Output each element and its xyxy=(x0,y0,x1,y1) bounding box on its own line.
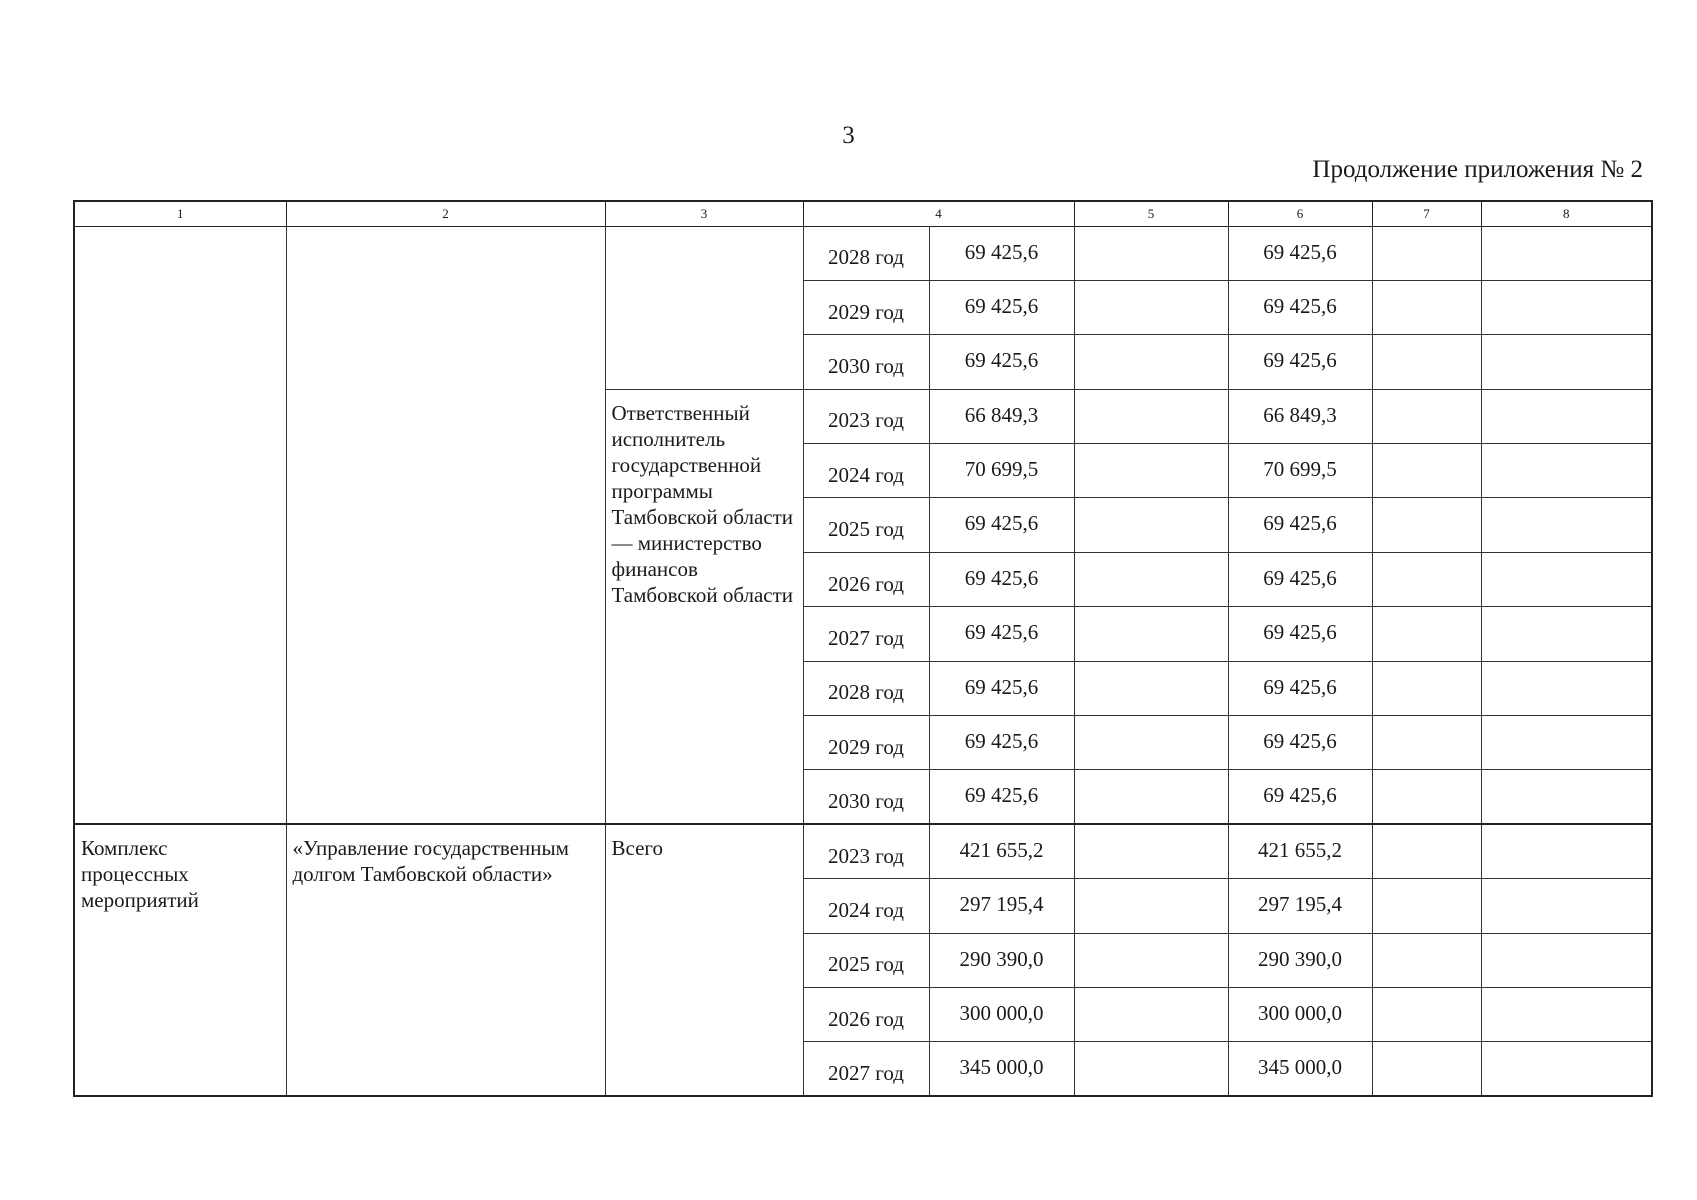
col6-amount-cell: 69 425,6 xyxy=(1228,335,1372,389)
total-amount-cell: 66 849,3 xyxy=(929,389,1074,443)
col5-cell xyxy=(1074,1042,1228,1096)
col5-cell xyxy=(1074,607,1228,661)
column-number: 8 xyxy=(1481,201,1652,226)
total-amount-cell: 290 390,0 xyxy=(929,933,1074,987)
total-amount-cell: 69 425,6 xyxy=(929,335,1074,389)
col6-amount-cell: 69 425,6 xyxy=(1228,607,1372,661)
budget-table xyxy=(73,200,1653,1097)
col7-cell xyxy=(1372,552,1481,606)
col8-cell xyxy=(1481,661,1652,715)
column-number: 4 xyxy=(803,201,1074,226)
col7-cell xyxy=(1372,933,1481,987)
col6-amount-cell: 69 425,6 xyxy=(1228,716,1372,770)
col7-cell xyxy=(1372,280,1481,334)
column-number-row xyxy=(74,201,1652,226)
total-amount-cell: 69 425,6 xyxy=(929,770,1074,824)
table-body xyxy=(74,201,1652,1096)
total-amount-cell: 69 425,6 xyxy=(929,498,1074,552)
column-number: 6 xyxy=(1228,201,1372,226)
col6-amount-cell: 69 425,6 xyxy=(1228,770,1372,824)
year-cell: 2027 год xyxy=(803,607,929,661)
col6-amount-cell: 69 425,6 xyxy=(1228,226,1372,280)
col6-amount-cell: 70 699,5 xyxy=(1228,444,1372,498)
col6-amount-cell: 345 000,0 xyxy=(1228,1042,1372,1096)
col8-cell xyxy=(1481,335,1652,389)
year-cell: 2030 год xyxy=(803,335,929,389)
col8-cell xyxy=(1481,1042,1652,1096)
year-cell: 2030 год xyxy=(803,770,929,824)
year-cell: 2026 год xyxy=(803,552,929,606)
total-amount-cell: 345 000,0 xyxy=(929,1042,1074,1096)
column-number: 7 xyxy=(1372,201,1481,226)
col8-cell xyxy=(1481,824,1652,878)
year-cell: 2028 год xyxy=(803,226,929,280)
col7-cell xyxy=(1372,1042,1481,1096)
col6-amount-cell: 69 425,6 xyxy=(1228,280,1372,334)
appendix-continuation-label: Продолжение приложения № 2 xyxy=(1312,156,1643,183)
table-row xyxy=(74,226,1652,280)
col5-cell xyxy=(1074,389,1228,443)
total-amount-cell: 69 425,6 xyxy=(929,280,1074,334)
total-amount-cell: 69 425,6 xyxy=(929,607,1074,661)
section-type-cell xyxy=(74,226,286,824)
responsible-cell xyxy=(605,226,803,389)
total-amount-cell: 297 195,4 xyxy=(929,879,1074,933)
column-number: 3 xyxy=(605,201,803,226)
col6-amount-cell: 300 000,0 xyxy=(1228,987,1372,1041)
col5-cell xyxy=(1074,552,1228,606)
year-cell: 2025 год xyxy=(803,933,929,987)
total-amount-cell: 69 425,6 xyxy=(929,226,1074,280)
section-name-cell: «Управление государственным долгом Тамбовской области» xyxy=(286,824,605,1096)
col5-cell xyxy=(1074,879,1228,933)
year-cell: 2026 год xyxy=(803,987,929,1041)
col5-cell xyxy=(1074,987,1228,1041)
total-amount-cell: 69 425,6 xyxy=(929,661,1074,715)
total-amount-cell: 69 425,6 xyxy=(929,552,1074,606)
col6-amount-cell: 297 195,4 xyxy=(1228,879,1372,933)
col8-cell xyxy=(1481,552,1652,606)
col7-cell xyxy=(1372,770,1481,824)
col8-cell xyxy=(1481,498,1652,552)
col8-cell xyxy=(1481,987,1652,1041)
page-number: 3 xyxy=(842,122,855,149)
column-number: 5 xyxy=(1074,201,1228,226)
col7-cell xyxy=(1372,444,1481,498)
col7-cell xyxy=(1372,661,1481,715)
year-cell: 2029 год xyxy=(803,280,929,334)
col8-cell xyxy=(1481,770,1652,824)
responsible-cell: Ответственный исполнитель государственной программы Тамбовской области — министерство финансов Тамбовской области xyxy=(605,389,803,824)
year-cell: 2027 год xyxy=(803,1042,929,1096)
col5-cell xyxy=(1074,226,1228,280)
year-cell: 2025 год xyxy=(803,498,929,552)
total-amount-cell: 421 655,2 xyxy=(929,824,1074,878)
col7-cell xyxy=(1372,607,1481,661)
col5-cell xyxy=(1074,335,1228,389)
section-name-cell xyxy=(286,226,605,824)
col7-cell xyxy=(1372,335,1481,389)
col5-cell xyxy=(1074,661,1228,715)
col8-cell xyxy=(1481,933,1652,987)
col5-cell xyxy=(1074,716,1228,770)
col8-cell xyxy=(1481,280,1652,334)
col5-cell xyxy=(1074,280,1228,334)
col5-cell xyxy=(1074,444,1228,498)
year-cell: 2024 год xyxy=(803,879,929,933)
col8-cell xyxy=(1481,444,1652,498)
col6-amount-cell: 66 849,3 xyxy=(1228,389,1372,443)
year-cell: 2029 год xyxy=(803,716,929,770)
col5-cell xyxy=(1074,933,1228,987)
column-number: 2 xyxy=(286,201,605,226)
col8-cell xyxy=(1481,716,1652,770)
column-number: 1 xyxy=(74,201,286,226)
col7-cell xyxy=(1372,716,1481,770)
col6-amount-cell: 290 390,0 xyxy=(1228,933,1372,987)
col5-cell xyxy=(1074,824,1228,878)
col6-amount-cell: 69 425,6 xyxy=(1228,661,1372,715)
col5-cell xyxy=(1074,770,1228,824)
col5-cell xyxy=(1074,498,1228,552)
section-type-cell: Комплекс процессных мероприятий xyxy=(74,824,286,1096)
year-cell: 2024 год xyxy=(803,444,929,498)
col6-amount-cell: 421 655,2 xyxy=(1228,824,1372,878)
total-amount-cell: 300 000,0 xyxy=(929,987,1074,1041)
responsible-cell: Всего xyxy=(605,824,803,1096)
col6-amount-cell: 69 425,6 xyxy=(1228,498,1372,552)
col7-cell xyxy=(1372,824,1481,878)
total-amount-cell: 70 699,5 xyxy=(929,444,1074,498)
year-cell: 2028 год xyxy=(803,661,929,715)
col7-cell xyxy=(1372,498,1481,552)
table-row xyxy=(74,824,1652,878)
year-cell: 2023 год xyxy=(803,824,929,878)
total-amount-cell: 69 425,6 xyxy=(929,716,1074,770)
col7-cell xyxy=(1372,389,1481,443)
col7-cell xyxy=(1372,987,1481,1041)
col6-amount-cell: 69 425,6 xyxy=(1228,552,1372,606)
year-cell: 2023 год xyxy=(803,389,929,443)
col8-cell xyxy=(1481,879,1652,933)
col7-cell xyxy=(1372,879,1481,933)
col8-cell xyxy=(1481,226,1652,280)
col8-cell xyxy=(1481,607,1652,661)
col7-cell xyxy=(1372,226,1481,280)
col8-cell xyxy=(1481,389,1652,443)
